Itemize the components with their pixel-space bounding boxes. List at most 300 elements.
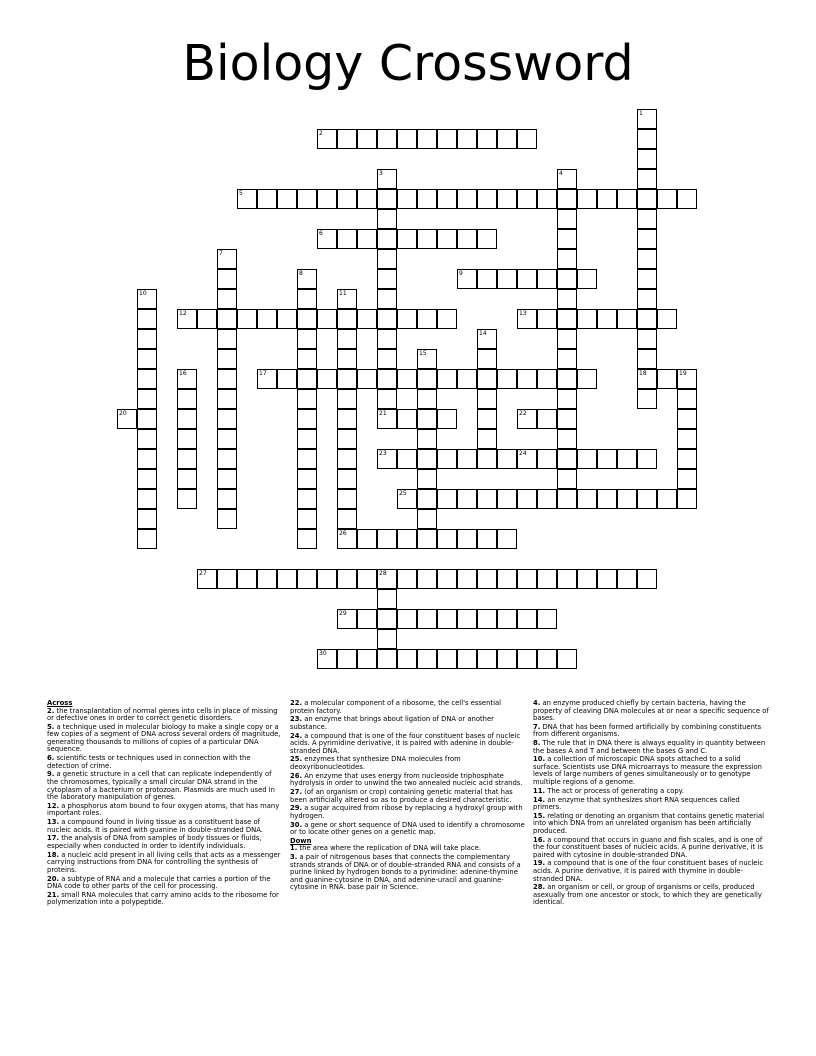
grid-cell[interactable] <box>537 569 557 589</box>
grid-cell[interactable] <box>257 189 277 209</box>
grid-cell[interactable] <box>457 369 477 389</box>
grid-cell[interactable] <box>517 449 537 469</box>
grid-cell[interactable] <box>417 389 437 409</box>
grid-cell[interactable] <box>417 189 437 209</box>
clue-item-text: a nucleic acid present in all living cells that acts as a messenger carrying instructions from DNA for controlling the synthesis of proteins. <box>47 850 281 874</box>
grid-cell[interactable] <box>537 609 557 629</box>
grid-cell[interactable] <box>677 189 697 209</box>
grid-cell[interactable] <box>417 349 437 369</box>
grid-cell[interactable] <box>217 569 237 589</box>
grid-cell[interactable] <box>377 309 397 329</box>
grid-cell[interactable] <box>557 329 577 349</box>
grid-cell[interactable] <box>617 189 637 209</box>
grid-cell[interactable] <box>337 609 357 629</box>
grid-cell[interactable] <box>517 189 537 209</box>
grid-cell[interactable] <box>437 569 457 589</box>
grid-cell[interactable] <box>177 449 197 469</box>
grid-cell[interactable] <box>377 369 397 389</box>
grid-cell[interactable] <box>537 449 557 469</box>
grid-cell[interactable] <box>337 289 357 309</box>
grid-cell[interactable] <box>417 649 437 669</box>
grid-cell[interactable] <box>617 449 637 469</box>
grid-cell[interactable] <box>657 489 677 509</box>
grid-cell[interactable] <box>237 189 257 209</box>
grid-cell[interactable] <box>417 369 437 389</box>
grid-cell[interactable] <box>317 309 337 329</box>
grid-cell[interactable] <box>637 389 657 409</box>
grid-cell[interactable] <box>217 249 237 269</box>
grid-cell[interactable] <box>377 209 397 229</box>
grid-cell[interactable] <box>217 429 237 449</box>
grid-cell[interactable] <box>137 369 157 389</box>
grid-cell[interactable] <box>377 129 397 149</box>
grid-cell[interactable] <box>477 189 497 209</box>
grid-cell[interactable] <box>497 529 517 549</box>
grid-cell[interactable] <box>137 389 157 409</box>
grid-cell[interactable] <box>137 489 157 509</box>
grid-cell[interactable] <box>317 229 337 249</box>
grid-cell[interactable] <box>577 449 597 469</box>
grid-cell[interactable] <box>297 509 317 529</box>
grid-cell[interactable] <box>637 129 657 149</box>
grid-cell[interactable] <box>377 589 397 609</box>
grid-cell[interactable] <box>637 349 657 369</box>
grid-cell[interactable] <box>677 449 697 469</box>
grid-cell[interactable] <box>637 569 657 589</box>
grid-cell[interactable] <box>337 349 357 369</box>
grid-cell[interactable] <box>377 249 397 269</box>
grid-cell[interactable] <box>377 609 397 629</box>
grid-cell[interactable] <box>377 289 397 309</box>
grid-cell[interactable] <box>217 409 237 429</box>
grid-cell[interactable] <box>217 329 237 349</box>
grid-cell[interactable] <box>217 509 237 529</box>
grid-cell[interactable] <box>177 429 197 449</box>
clue-item-text: a compound found in living tissue as a constituent base of nucleic acids. It is paired with guanine in double-stranded DNA. <box>47 818 263 834</box>
grid-cell[interactable] <box>377 389 397 409</box>
grid-cell[interactable] <box>297 489 317 509</box>
grid-cell[interactable] <box>197 569 217 589</box>
grid-cell[interactable] <box>597 309 617 329</box>
grid-cell[interactable] <box>637 489 657 509</box>
grid-cell[interactable] <box>457 229 477 249</box>
grid-cell[interactable] <box>357 649 377 669</box>
grid-cell[interactable] <box>557 249 577 269</box>
grid-cell[interactable] <box>357 309 377 329</box>
grid-cell[interactable] <box>297 529 317 549</box>
grid-cell[interactable] <box>397 409 417 429</box>
grid-cell[interactable] <box>317 569 337 589</box>
grid-cell[interactable] <box>337 509 357 529</box>
grid-cell[interactable] <box>677 409 697 429</box>
grid-cell[interactable] <box>657 309 677 329</box>
grid-cell[interactable] <box>657 189 677 209</box>
grid-cell[interactable] <box>497 189 517 209</box>
grid-cell[interactable] <box>397 649 417 669</box>
clue-item <box>290 716 526 731</box>
grid-cell[interactable] <box>177 489 197 509</box>
clue-item-text: an organism or cell, or group of organisms or cells, produced asexually from one ancestor or stock, to which they are genetically identical. <box>533 883 762 907</box>
grid-cell[interactable] <box>337 129 357 149</box>
grid-cell[interactable] <box>497 649 517 669</box>
clue-item <box>47 803 283 818</box>
grid-cell[interactable] <box>377 329 397 349</box>
grid-cell[interactable] <box>417 449 437 469</box>
grid-cell[interactable] <box>417 469 437 489</box>
grid-cell[interactable] <box>477 329 497 349</box>
grid-cell[interactable] <box>317 129 337 149</box>
grid-cell[interactable] <box>217 449 237 469</box>
grid-cell[interactable] <box>437 189 457 209</box>
grid-cell[interactable] <box>297 189 317 209</box>
grid-cell[interactable] <box>477 409 497 429</box>
grid-cell[interactable] <box>557 189 577 209</box>
clue-item-number: 2. <box>47 706 55 715</box>
grid-cell[interactable] <box>557 649 577 669</box>
grid-cell[interactable] <box>437 649 457 669</box>
grid-cell[interactable] <box>577 369 597 389</box>
grid-cell[interactable] <box>677 429 697 449</box>
grid-cell[interactable] <box>577 569 597 589</box>
grid-cell[interactable] <box>537 649 557 669</box>
grid-cell[interactable] <box>497 569 517 589</box>
grid-cell[interactable] <box>437 309 457 329</box>
clue-item-number: 4. <box>533 699 541 707</box>
grid-cell[interactable] <box>457 569 477 589</box>
grid-cell[interactable] <box>297 329 317 349</box>
grid-cell[interactable] <box>637 169 657 189</box>
grid-cell[interactable] <box>197 309 217 329</box>
grid-cell[interactable] <box>417 489 437 509</box>
grid-cell[interactable] <box>537 409 557 429</box>
grid-cell[interactable] <box>577 269 597 289</box>
grid-cell[interactable] <box>377 649 397 669</box>
grid-cell[interactable] <box>677 369 697 389</box>
grid-cell[interactable] <box>137 509 157 529</box>
grid-cell[interactable] <box>357 529 377 549</box>
grid-cell[interactable] <box>377 409 397 429</box>
grid-cell[interactable] <box>437 409 457 429</box>
grid-cell[interactable] <box>337 449 357 469</box>
grid-cell[interactable] <box>397 449 417 469</box>
grid-cell[interactable] <box>557 209 577 229</box>
grid-cell[interactable] <box>557 429 577 449</box>
grid-cell[interactable] <box>437 449 457 469</box>
grid-cell[interactable] <box>637 109 657 129</box>
clue-number: 13 <box>519 310 527 317</box>
grid-cell[interactable] <box>217 269 237 289</box>
grid-cell[interactable] <box>357 569 377 589</box>
grid-cell[interactable] <box>397 129 417 149</box>
grid-cell[interactable] <box>477 269 497 289</box>
grid-cell[interactable] <box>557 409 577 429</box>
grid-cell[interactable] <box>297 469 317 489</box>
grid-cell[interactable] <box>557 469 577 489</box>
grid-cell[interactable] <box>557 389 577 409</box>
grid-cell[interactable] <box>217 369 237 389</box>
grid-cell[interactable] <box>537 489 557 509</box>
grid-cell[interactable] <box>177 469 197 489</box>
grid-cell[interactable] <box>457 269 477 289</box>
grid-cell[interactable] <box>497 129 517 149</box>
grid-cell[interactable] <box>477 389 497 409</box>
grid-cell[interactable] <box>257 569 277 589</box>
grid-cell[interactable] <box>137 289 157 309</box>
grid-cell[interactable] <box>297 289 317 309</box>
grid-cell[interactable] <box>117 409 137 429</box>
grid-cell[interactable] <box>377 529 397 549</box>
grid-cell[interactable] <box>617 309 637 329</box>
grid-cell[interactable] <box>377 189 397 209</box>
grid-cell[interactable] <box>477 529 497 549</box>
grid-cell[interactable] <box>337 489 357 509</box>
grid-cell[interactable] <box>517 129 537 149</box>
grid-cell[interactable] <box>577 189 597 209</box>
grid-cell[interactable] <box>517 569 537 589</box>
grid-cell[interactable] <box>637 369 657 389</box>
grid-cell[interactable] <box>177 369 197 389</box>
grid-cell[interactable] <box>357 129 377 149</box>
grid-cell[interactable] <box>557 489 577 509</box>
grid-cell[interactable] <box>537 269 557 289</box>
grid-cell[interactable] <box>217 289 237 309</box>
grid-cell[interactable] <box>677 489 697 509</box>
grid-cell[interactable] <box>517 369 537 389</box>
grid-cell[interactable] <box>397 309 417 329</box>
grid-cell[interactable] <box>217 309 237 329</box>
grid-cell[interactable] <box>177 409 197 429</box>
grid-cell[interactable] <box>357 369 377 389</box>
grid-cell[interactable] <box>397 489 417 509</box>
grid-cell[interactable] <box>437 529 457 549</box>
grid-cell[interactable] <box>277 569 297 589</box>
grid-cell[interactable] <box>337 189 357 209</box>
grid-cell[interactable] <box>657 369 677 389</box>
grid-cell[interactable] <box>137 329 157 349</box>
grid-cell[interactable] <box>137 529 157 549</box>
grid-cell[interactable] <box>517 609 537 629</box>
grid-cell[interactable] <box>417 309 437 329</box>
grid-cell[interactable] <box>517 269 537 289</box>
grid-cell[interactable] <box>337 329 357 349</box>
grid-cell[interactable] <box>557 349 577 369</box>
grid-cell[interactable] <box>357 229 377 249</box>
clue-item-number: 29. <box>290 804 303 813</box>
grid-cell[interactable] <box>297 309 317 329</box>
grid-cell[interactable] <box>337 429 357 449</box>
clue-item-text: a compound that is one of the four constituent bases of nucleic acids. A purine derivative, it is paired with thymine in double-stranded DNA. <box>533 859 764 883</box>
grid-cell[interactable] <box>497 609 517 629</box>
grid-cell[interactable] <box>457 189 477 209</box>
grid-cell[interactable] <box>137 349 157 369</box>
grid-cell[interactable] <box>497 489 517 509</box>
grid-cell[interactable] <box>497 449 517 469</box>
grid-cell[interactable] <box>417 529 437 549</box>
grid-cell[interactable] <box>417 509 437 529</box>
grid-cell[interactable] <box>517 649 537 669</box>
grid-cell[interactable] <box>397 529 417 549</box>
grid-cell[interactable] <box>577 309 597 329</box>
grid-cell[interactable] <box>477 129 497 149</box>
grid-cell[interactable] <box>637 209 657 229</box>
grid-cell[interactable] <box>297 269 317 289</box>
grid-cell[interactable] <box>377 449 397 469</box>
grid-cell[interactable] <box>417 569 437 589</box>
grid-cell[interactable] <box>477 429 497 449</box>
grid-cell[interactable] <box>297 429 317 449</box>
grid-cell[interactable] <box>557 449 577 469</box>
grid-cell[interactable] <box>337 369 357 389</box>
grid-cell[interactable] <box>557 269 577 289</box>
grid-cell[interactable] <box>237 569 257 589</box>
grid-cell[interactable] <box>457 489 477 509</box>
clue-item <box>533 756 769 786</box>
grid-cell[interactable] <box>337 229 357 249</box>
grid-cell[interactable] <box>557 309 577 329</box>
grid-cell[interactable] <box>477 569 497 589</box>
grid-cell[interactable] <box>377 569 397 589</box>
grid-cell[interactable] <box>337 309 357 329</box>
grid-cell[interactable] <box>297 389 317 409</box>
grid-cell[interactable] <box>337 469 357 489</box>
grid-cell[interactable] <box>637 329 657 349</box>
grid-cell[interactable] <box>277 189 297 209</box>
grid-cell[interactable] <box>497 269 517 289</box>
grid-cell[interactable] <box>417 229 437 249</box>
grid-cell[interactable] <box>337 649 357 669</box>
grid-cell[interactable] <box>397 369 417 389</box>
grid-cell[interactable] <box>537 189 557 209</box>
grid-cell[interactable] <box>677 469 697 489</box>
grid-cell[interactable] <box>457 529 477 549</box>
grid-cell[interactable] <box>517 309 537 329</box>
grid-cell[interactable] <box>217 389 237 409</box>
grid-cell[interactable] <box>297 569 317 589</box>
grid-cell[interactable] <box>277 309 297 329</box>
grid-cell[interactable] <box>637 189 657 209</box>
grid-cell[interactable] <box>257 309 277 329</box>
grid-cell[interactable] <box>597 569 617 589</box>
grid-cell[interactable] <box>277 369 297 389</box>
grid-cell[interactable] <box>517 489 537 509</box>
grid-cell[interactable] <box>637 229 657 249</box>
grid-cell[interactable] <box>637 269 657 289</box>
grid-cell[interactable] <box>637 249 657 269</box>
grid-cell[interactable] <box>577 489 597 509</box>
grid-cell[interactable] <box>437 129 457 149</box>
grid-cell[interactable] <box>677 389 697 409</box>
grid-cell[interactable] <box>177 389 197 409</box>
grid-cell[interactable] <box>397 229 417 249</box>
grid-cell[interactable] <box>477 369 497 389</box>
grid-cell[interactable] <box>477 489 497 509</box>
grid-cell[interactable] <box>417 609 437 629</box>
grid-cell[interactable] <box>437 369 457 389</box>
grid-cell[interactable] <box>477 349 497 369</box>
grid-cell[interactable] <box>417 429 437 449</box>
grid-cell[interactable] <box>137 429 157 449</box>
grid-cell[interactable] <box>637 289 657 309</box>
grid-cell[interactable] <box>477 229 497 249</box>
grid-cell[interactable] <box>317 649 337 669</box>
grid-cell[interactable] <box>337 529 357 549</box>
grid-cell[interactable] <box>437 229 457 249</box>
grid-cell[interactable] <box>417 129 437 149</box>
grid-cell[interactable] <box>557 369 577 389</box>
grid-cell[interactable] <box>637 309 657 329</box>
grid-cell[interactable] <box>597 189 617 209</box>
grid-cell[interactable] <box>297 409 317 429</box>
grid-cell[interactable] <box>377 229 397 249</box>
grid-cell[interactable] <box>337 409 357 429</box>
grid-cell[interactable] <box>217 489 237 509</box>
grid-cell[interactable] <box>597 449 617 469</box>
grid-cell[interactable] <box>377 169 397 189</box>
grid-cell[interactable] <box>397 569 417 589</box>
grid-cell[interactable] <box>397 189 417 209</box>
grid-cell[interactable] <box>377 629 397 649</box>
grid-cell[interactable] <box>257 369 277 389</box>
grid-cell[interactable] <box>337 569 357 589</box>
grid-cell[interactable] <box>297 369 317 389</box>
grid-cell[interactable] <box>597 489 617 509</box>
grid-cell[interactable] <box>217 469 237 489</box>
grid-cell[interactable] <box>337 389 357 409</box>
grid-cell[interactable] <box>137 469 157 489</box>
grid-cell[interactable] <box>557 229 577 249</box>
grid-cell[interactable] <box>477 609 497 629</box>
grid-cell[interactable] <box>457 649 477 669</box>
grid-cell[interactable] <box>477 449 497 469</box>
grid-cell[interactable] <box>357 609 377 629</box>
grid-cell[interactable] <box>617 489 637 509</box>
clue-item <box>290 854 526 892</box>
grid-cell[interactable] <box>377 269 397 289</box>
grid-cell[interactable] <box>617 569 637 589</box>
grid-cell[interactable] <box>177 309 197 329</box>
grid-cell[interactable] <box>297 449 317 469</box>
grid-cell[interactable] <box>537 369 557 389</box>
grid-cell[interactable] <box>497 369 517 389</box>
grid-cell[interactable] <box>457 129 477 149</box>
grid-cell[interactable] <box>457 609 477 629</box>
grid-cell[interactable] <box>137 449 157 469</box>
grid-cell[interactable] <box>237 309 257 329</box>
grid-cell[interactable] <box>377 349 397 369</box>
grid-cell[interactable] <box>137 309 157 329</box>
grid-cell[interactable] <box>637 149 657 169</box>
grid-cell[interactable] <box>477 649 497 669</box>
grid-cell[interactable] <box>317 369 337 389</box>
grid-cell[interactable] <box>457 449 477 469</box>
grid-cell[interactable] <box>557 169 577 189</box>
grid-cell[interactable] <box>357 189 377 209</box>
grid-cell[interactable] <box>557 289 577 309</box>
grid-cell[interactable] <box>437 489 457 509</box>
grid-cell[interactable] <box>217 349 237 369</box>
crossword-grid <box>117 109 699 671</box>
grid-cell[interactable] <box>297 349 317 369</box>
grid-cell[interactable] <box>637 449 657 469</box>
grid-cell[interactable] <box>557 569 577 589</box>
grid-cell[interactable] <box>137 409 157 429</box>
grid-cell[interactable] <box>397 609 417 629</box>
grid-cell[interactable] <box>437 609 457 629</box>
grid-cell[interactable] <box>537 309 557 329</box>
grid-cell[interactable] <box>517 409 537 429</box>
grid-cell[interactable] <box>317 189 337 209</box>
grid-cell[interactable] <box>417 409 437 429</box>
